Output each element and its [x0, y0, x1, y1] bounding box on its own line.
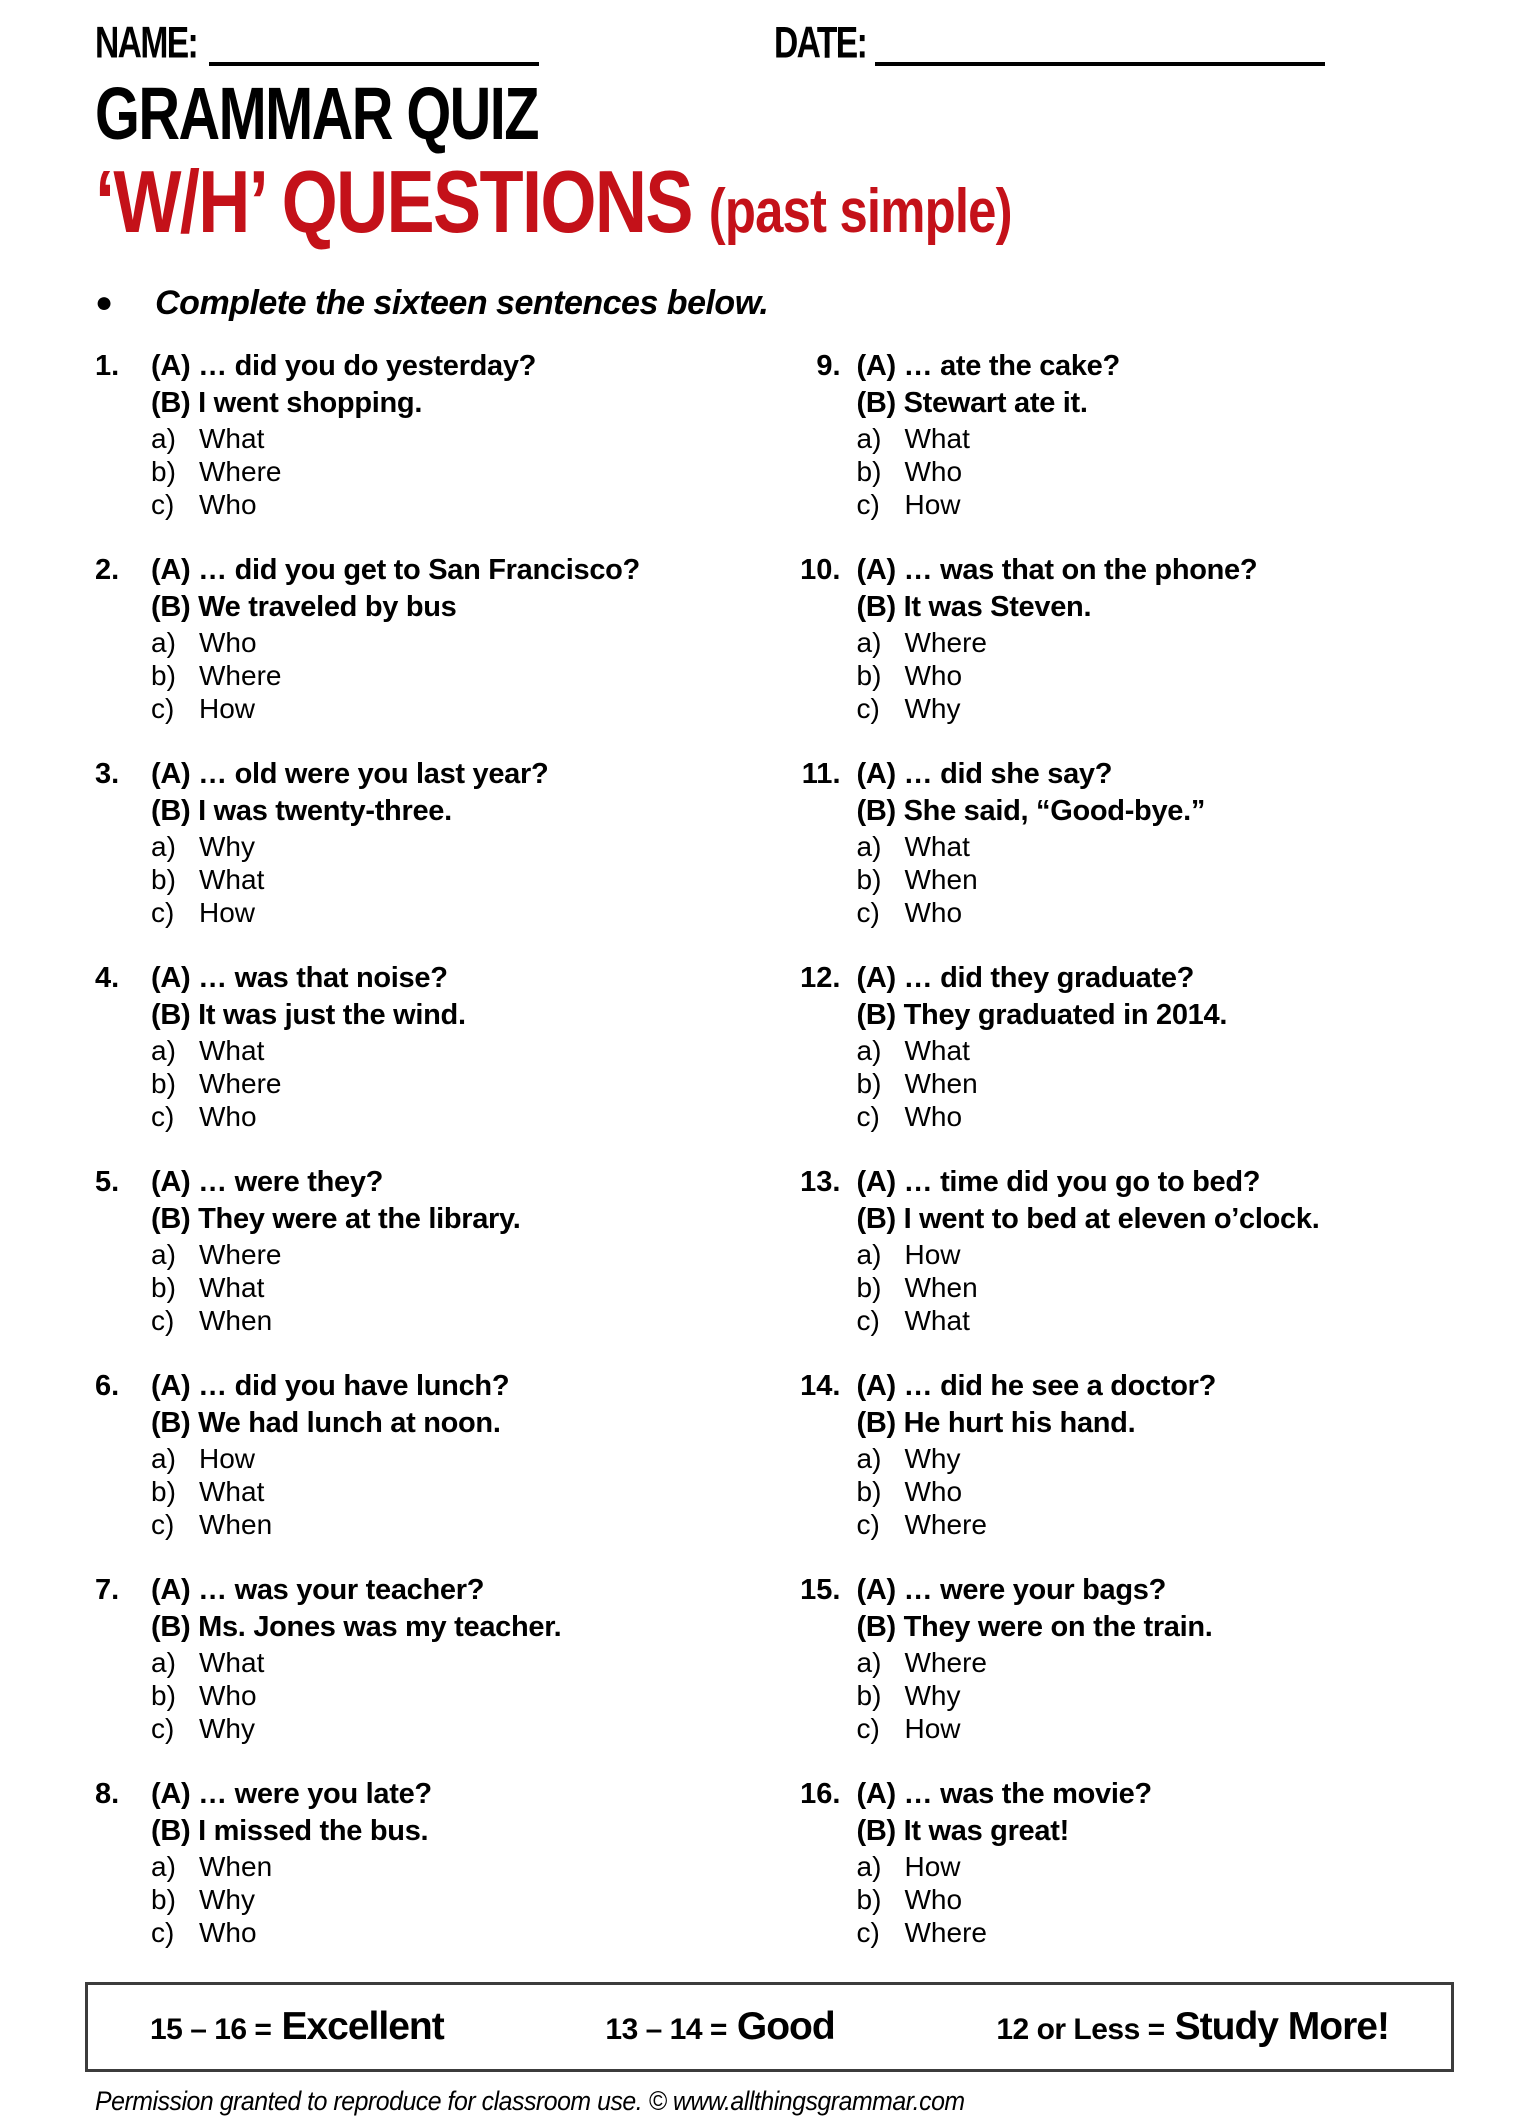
option-row-b [151, 1475, 509, 1508]
question-b-line: (B) It was just the wind. [151, 999, 466, 1031]
option-text: When [199, 1509, 273, 1540]
score-key-item [996, 2005, 1389, 2049]
option-text: Why [199, 1713, 255, 1744]
question-a-line: (A) … were they? [151, 1166, 384, 1198]
option-letter: a) [856, 831, 882, 862]
question-body [151, 960, 466, 1133]
question-a-line: (A) … time did you go to bed? [856, 1166, 1261, 1198]
question-item [95, 348, 777, 521]
option-text: What [199, 1647, 265, 1678]
option-row-a [151, 1442, 509, 1475]
question-number: 4. [95, 962, 120, 994]
option-text: Where [199, 456, 282, 487]
option-row-c [151, 1916, 432, 1949]
subtitle-main: ‘W/H’ QUESTIONS [95, 152, 692, 251]
option-row-b [151, 863, 548, 896]
question-body [151, 348, 536, 521]
option-text: Where [904, 1647, 987, 1678]
option-row-c [857, 1916, 1152, 1949]
question-item [95, 1368, 777, 1541]
option-row-a [857, 422, 1120, 455]
option-letter: a) [151, 1647, 176, 1678]
question-body [857, 552, 1258, 725]
option-row-a [151, 1850, 432, 1883]
question-b-line: (B) I went to bed at eleven o’clock. [856, 1203, 1320, 1235]
option-row-b [151, 1679, 561, 1712]
question-item [795, 1368, 1477, 1541]
question-b-line: (B) They were on the train. [856, 1611, 1213, 1643]
option-text: Who [904, 1884, 963, 1915]
question-a-line: (A) … did they graduate? [856, 962, 1195, 994]
option-letter: c) [856, 1713, 880, 1744]
option-letter: b) [151, 864, 176, 895]
option-text: What [904, 423, 970, 454]
option-text: What [199, 1035, 265, 1066]
option-row-b [151, 659, 640, 692]
score-key-item [150, 2005, 444, 2049]
option-row-b [151, 1883, 432, 1916]
option-letter: b) [856, 1272, 882, 1303]
question-body [151, 756, 548, 929]
question-item [95, 552, 777, 725]
option-row-a [857, 1238, 1320, 1271]
option-text: Why [199, 831, 255, 862]
question-a-line: (A) … was that noise? [151, 962, 448, 994]
option-text: What [199, 423, 265, 454]
option-letter: c) [856, 489, 880, 520]
option-text: What [199, 1476, 265, 1507]
option-text: How [904, 489, 961, 520]
question-number: 9. [816, 350, 841, 382]
option-letter: a) [856, 1035, 882, 1066]
option-letter: a) [151, 627, 176, 658]
option-text: How [199, 693, 256, 724]
question-b-line: (B) They were at the library. [151, 1203, 521, 1235]
copyright-footer: Permission granted to reproduce for classroom use. © www.allthingsgrammar.com [95, 2086, 965, 2116]
name-write-line [209, 26, 539, 66]
option-letter: c) [856, 693, 880, 724]
question-number: 12. [800, 962, 841, 994]
question-body [151, 1164, 520, 1337]
option-text: Where [904, 627, 987, 658]
option-text: Who [199, 627, 257, 658]
option-letter: c) [151, 1917, 175, 1948]
score-key-item [605, 2005, 834, 2049]
option-letter: a) [856, 627, 882, 658]
option-text: Why [904, 693, 961, 724]
question-b-line: (B) He hurt his hand. [856, 1407, 1136, 1439]
option-letter: a) [151, 1443, 176, 1474]
questions-area [95, 348, 1476, 1980]
page-title: GRAMMAR QUIZ [95, 72, 538, 155]
question-number: 3. [95, 758, 120, 790]
option-text: What [199, 1272, 265, 1303]
option-letter: b) [151, 1680, 176, 1711]
option-text: Where [199, 1068, 282, 1099]
option-letter: c) [856, 1305, 880, 1336]
option-row-b [151, 455, 536, 488]
option-text: Who [199, 1101, 257, 1132]
option-row-c [151, 692, 640, 725]
date-label: DATE: [773, 17, 866, 68]
question-a-line: (A) … was that on the phone? [856, 554, 1258, 586]
option-text: Who [904, 1476, 963, 1507]
option-text: Who [199, 1680, 257, 1711]
question-a-line: (A) … did you have lunch? [151, 1370, 510, 1402]
option-text: Where [904, 1917, 987, 1948]
option-letter: c) [151, 1509, 175, 1540]
question-number: 8. [95, 1778, 120, 1810]
option-text: Where [904, 1509, 987, 1540]
option-letter: b) [151, 1272, 176, 1303]
option-text: When [904, 1068, 978, 1099]
option-row-b [857, 659, 1258, 692]
question-b-line: (B) I went shopping. [151, 387, 423, 419]
option-text: Where [199, 660, 282, 691]
question-b-line: (B) It was great! [856, 1815, 1069, 1847]
question-body [857, 756, 1206, 929]
option-row-a [857, 830, 1206, 863]
question-b-line: (B) It was Steven. [856, 591, 1092, 623]
option-row-c [857, 692, 1258, 725]
question-number: 16. [800, 1778, 841, 1810]
question-item [95, 1776, 777, 1949]
question-item [795, 960, 1477, 1133]
question-a-line: (A) … did she say? [856, 758, 1113, 790]
option-letter: b) [151, 456, 176, 487]
name-field-group [95, 17, 539, 68]
option-text: How [199, 1443, 256, 1474]
date-field-group [773, 17, 1325, 68]
question-item [795, 756, 1477, 929]
question-body [151, 552, 640, 725]
option-letter: a) [151, 831, 176, 862]
bullet-icon: ● [95, 286, 114, 319]
option-letter: c) [856, 1917, 880, 1948]
option-row-b [857, 1067, 1228, 1100]
option-text: Who [904, 1101, 963, 1132]
option-letter: b) [856, 1068, 882, 1099]
question-item [95, 1572, 777, 1745]
option-letter: b) [856, 864, 882, 895]
option-row-b [857, 1679, 1213, 1712]
question-a-line: (A) … were you late? [151, 1778, 432, 1810]
question-item [795, 1164, 1477, 1337]
option-text: Who [904, 456, 963, 487]
instruction-text: Complete the sixteen sentences below. [155, 284, 769, 322]
option-text: What [904, 1035, 970, 1066]
option-text: What [904, 831, 970, 862]
question-number: 10. [800, 554, 841, 586]
option-row-b [857, 455, 1120, 488]
option-letter: a) [856, 1443, 882, 1474]
option-text: When [199, 1851, 273, 1882]
option-text: Who [199, 1917, 257, 1948]
option-letter: a) [856, 1851, 882, 1882]
option-text: How [904, 1239, 961, 1270]
option-letter: b) [151, 1068, 176, 1099]
option-letter: c) [856, 1101, 880, 1132]
question-b-line: (B) She said, “Good-bye.” [856, 795, 1206, 827]
question-body [857, 1572, 1213, 1745]
score-range: 13 – 14 = [605, 2013, 727, 2046]
option-text: How [904, 1851, 961, 1882]
option-letter: a) [151, 1851, 176, 1882]
questions-column-right [795, 348, 1477, 1980]
option-row-b [857, 1271, 1320, 1304]
question-number: 11. [801, 758, 841, 790]
option-text: When [199, 1305, 273, 1336]
option-row-a [151, 422, 536, 455]
option-row-b [151, 1271, 520, 1304]
question-item [795, 1776, 1477, 1949]
option-row-c [857, 488, 1120, 521]
option-row-c [857, 1508, 1217, 1541]
question-item [95, 756, 777, 929]
question-a-line: (A) … old were you last year? [151, 758, 549, 790]
question-number: 7. [95, 1574, 120, 1606]
question-body [151, 1572, 561, 1745]
question-a-line: (A) … did you get to San Francisco? [151, 554, 640, 586]
option-row-c [857, 1100, 1228, 1133]
question-number: 13. [800, 1166, 841, 1198]
question-a-line: (A) … was your teacher? [151, 1574, 485, 1606]
question-body [857, 1776, 1152, 1949]
option-text: Who [904, 897, 963, 928]
question-item [795, 348, 1477, 521]
question-number: 14. [800, 1370, 841, 1402]
option-letter: a) [151, 1035, 176, 1066]
option-text: Who [199, 489, 257, 520]
score-grade: Good [736, 2005, 835, 2048]
option-row-a [151, 1646, 561, 1679]
question-item [95, 1164, 777, 1337]
option-text: When [904, 864, 978, 895]
option-letter: b) [151, 1884, 176, 1915]
option-text: Why [904, 1443, 961, 1474]
instruction-row [95, 284, 1476, 322]
option-letter: c) [151, 1305, 175, 1336]
question-item [795, 552, 1477, 725]
question-number: 1. [95, 350, 120, 382]
score-key-box [85, 1982, 1454, 2072]
option-row-c [151, 896, 548, 929]
question-number: 15. [800, 1574, 841, 1606]
question-a-line: (A) … ate the cake? [856, 350, 1120, 382]
option-letter: c) [151, 489, 175, 520]
option-text: How [199, 897, 256, 928]
option-letter: b) [856, 1884, 882, 1915]
option-letter: a) [151, 1239, 176, 1270]
question-body [857, 960, 1228, 1133]
option-letter: a) [856, 1647, 882, 1678]
question-b-line: (B) We had lunch at noon. [151, 1407, 501, 1439]
option-row-a [857, 1442, 1217, 1475]
option-row-a [151, 626, 640, 659]
option-letter: c) [151, 1713, 175, 1744]
question-b-line: (B) They graduated in 2014. [856, 999, 1228, 1031]
question-number: 6. [95, 1370, 120, 1402]
option-text: When [904, 1272, 978, 1303]
option-letter: c) [856, 897, 880, 928]
option-row-a [151, 1034, 466, 1067]
option-text: What [199, 864, 265, 895]
option-row-a [857, 1646, 1213, 1679]
option-text: How [904, 1713, 961, 1744]
question-body [857, 348, 1120, 521]
option-row-c [151, 1712, 561, 1745]
option-row-b [857, 1883, 1152, 1916]
name-date-row [95, 17, 1476, 68]
option-row-c [151, 1100, 466, 1133]
page-subtitle [95, 152, 1227, 268]
question-b-line: (B) I was twenty-three. [151, 795, 452, 827]
question-a-line: (A) … did you do yesterday? [151, 350, 537, 382]
question-body [151, 1368, 509, 1541]
option-row-b [857, 863, 1206, 896]
option-row-c [151, 488, 536, 521]
question-a-line: (A) … were your bags? [856, 1574, 1167, 1606]
option-letter: a) [856, 423, 882, 454]
question-number: 5. [95, 1166, 120, 1198]
name-label: NAME: [95, 17, 198, 68]
option-letter: c) [856, 1509, 880, 1540]
option-row-c [857, 1304, 1320, 1337]
option-letter: b) [856, 1476, 882, 1507]
score-range: 12 or Less = [996, 2013, 1165, 2046]
option-letter: c) [151, 1101, 175, 1132]
question-body [857, 1164, 1320, 1337]
option-letter: b) [151, 1476, 176, 1507]
option-row-a [857, 626, 1258, 659]
question-item [795, 1572, 1477, 1745]
option-row-a [857, 1850, 1152, 1883]
option-text: What [904, 1305, 970, 1336]
date-write-line [875, 26, 1325, 66]
questions-column-left [95, 348, 777, 1980]
subtitle-qualifier: (past simple) [708, 177, 1012, 246]
option-row-b [151, 1067, 466, 1100]
option-row-c [857, 896, 1206, 929]
question-b-line: (B) I missed the bus. [151, 1815, 429, 1847]
option-row-b [857, 1475, 1217, 1508]
option-row-c [151, 1304, 520, 1337]
option-row-a [857, 1034, 1228, 1067]
option-letter: b) [856, 660, 882, 691]
option-text: Why [199, 1884, 255, 1915]
question-b-line: (B) Stewart ate it. [856, 387, 1088, 419]
option-letter: c) [151, 897, 175, 928]
option-text: Who [904, 660, 963, 691]
option-letter: b) [856, 1680, 882, 1711]
question-b-line: (B) We traveled by bus [151, 591, 457, 623]
option-row-a [151, 1238, 520, 1271]
option-letter: a) [151, 423, 176, 454]
option-text: Where [199, 1239, 282, 1270]
option-letter: c) [151, 693, 175, 724]
score-grade: Excellent [281, 2005, 444, 2048]
score-grade: Study More! [1174, 2005, 1389, 2048]
question-a-line: (A) … was the movie? [856, 1778, 1152, 1810]
option-letter: b) [151, 660, 176, 691]
score-range: 15 – 16 = [150, 2013, 272, 2046]
question-number: 2. [95, 554, 120, 586]
option-letter: b) [856, 456, 882, 487]
option-text: Why [904, 1680, 961, 1711]
option-row-a [151, 830, 548, 863]
option-row-c [151, 1508, 509, 1541]
option-letter: a) [856, 1239, 882, 1270]
question-body [151, 1776, 432, 1949]
question-body [857, 1368, 1217, 1541]
option-row-c [857, 1712, 1213, 1745]
question-b-line: (B) Ms. Jones was my teacher. [151, 1611, 562, 1643]
question-a-line: (A) … did he see a doctor? [856, 1370, 1217, 1402]
question-item [95, 960, 777, 1133]
